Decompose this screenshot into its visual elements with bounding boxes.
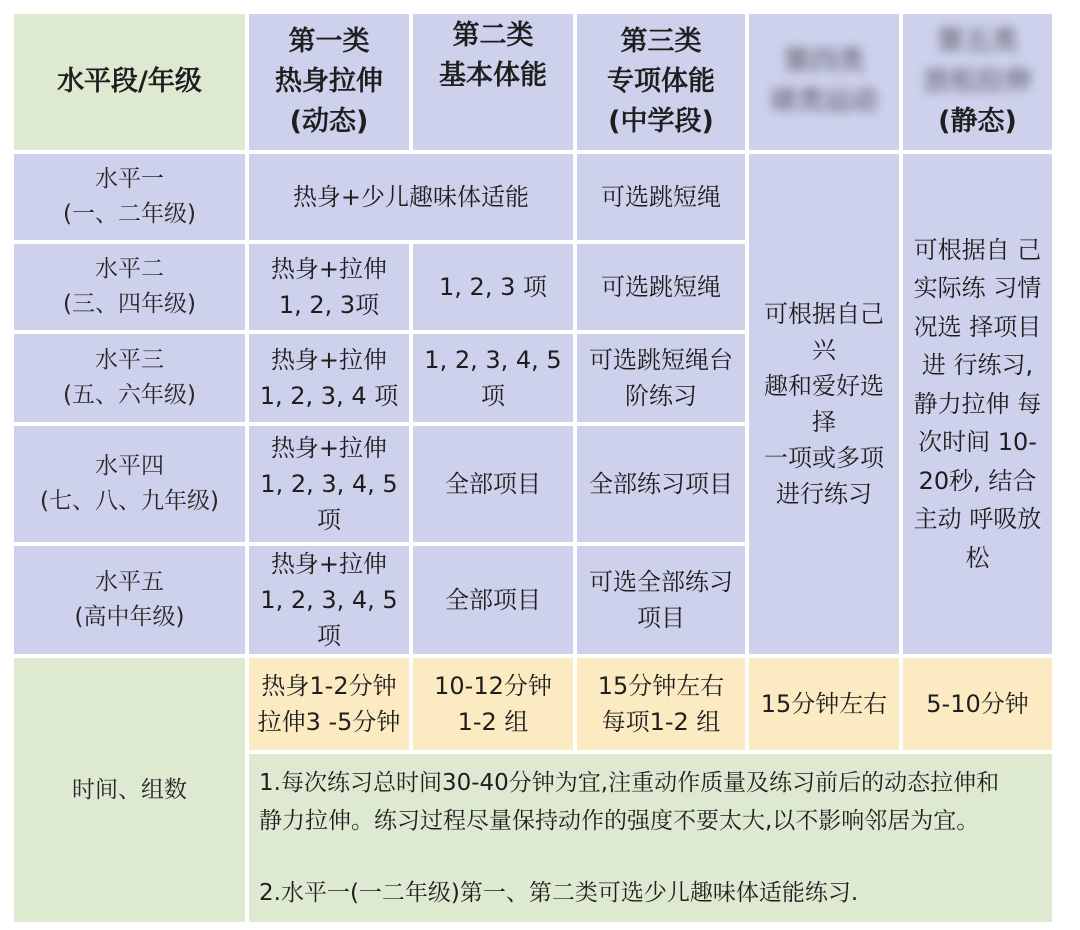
row-level-5 xyxy=(14,546,245,654)
cell-line: 热身+拉伸 xyxy=(270,434,388,462)
notes-cell xyxy=(249,754,1052,922)
header-category-1 xyxy=(249,14,409,150)
cell-line: 可选全部练习 xyxy=(589,568,733,596)
row-4-category-3: 全部练习项目 xyxy=(577,426,745,542)
cell-line: 热身1-2分钟 xyxy=(261,672,397,700)
level-name: 水平四 xyxy=(95,453,164,479)
level-name: 水平三 xyxy=(95,347,164,373)
cell-line: 10-12分钟 xyxy=(434,672,552,700)
cell-line: 1, 2, 3项 xyxy=(278,291,380,319)
row-3-category-1 xyxy=(249,334,409,422)
header-category-2-name: 基本体能 xyxy=(439,60,547,91)
header-category-5-note: (静态) xyxy=(938,106,1017,137)
level-grade: (七、八、九年级) xyxy=(40,488,219,514)
row-2-category-1 xyxy=(249,244,409,330)
body-line: 20秒, 结合 xyxy=(918,466,1037,495)
body-line: 一项或多项 xyxy=(764,444,884,472)
header-category-5 xyxy=(903,14,1052,150)
header-category-4 xyxy=(749,14,899,150)
body-line: 静力拉伸 每 xyxy=(913,389,1042,418)
cell-line: 1, 2, 3, 4, 5项 xyxy=(260,470,398,534)
table-row xyxy=(14,154,1052,240)
time-category-1 xyxy=(249,658,409,750)
cell-line: 项目 xyxy=(637,604,685,632)
level-grade: (高中年级) xyxy=(74,604,185,630)
time-category-2 xyxy=(413,658,573,750)
body-line: 可根据自己兴 xyxy=(764,300,884,364)
cell-line: 1, 2, 3, 4, 5 xyxy=(424,346,562,374)
cell-line: 阶练习 xyxy=(625,382,697,410)
level-grade: (一、二年级) xyxy=(63,201,196,227)
cell-line: 可选跳短绳台 xyxy=(589,346,733,374)
header-category-1-name: 热身拉伸 xyxy=(275,66,383,97)
body-line: 实际练 习情 xyxy=(913,274,1042,303)
level-grade: (三、四年级) xyxy=(63,291,196,317)
time-category-5: 5-10分钟 xyxy=(903,658,1052,750)
header-category-1-title: 第一类 xyxy=(288,26,370,57)
cell-line: 拉伸3 -5分钟 xyxy=(257,708,401,736)
header-category-5-name: 放松拉伸 xyxy=(923,66,1032,97)
header-category-5-obscured xyxy=(924,22,1032,102)
body-line: 松 xyxy=(965,543,990,572)
category-4-body xyxy=(749,154,899,654)
level-name: 水平二 xyxy=(95,256,164,282)
row-1-merged-cell: 热身+少儿趣味体适能 xyxy=(249,154,573,240)
time-sets-label: 时间、组数 xyxy=(14,658,245,922)
header-category-3 xyxy=(577,14,745,150)
level-name: 水平五 xyxy=(95,569,164,595)
header-category-5-title: 第五类 xyxy=(937,26,1018,57)
header-category-3-name: 专项体能 xyxy=(607,66,715,97)
body-line: 进 行练习, xyxy=(921,351,1034,380)
header-row xyxy=(14,14,1052,150)
header-level-grade: 水平段/年级 xyxy=(14,14,245,150)
header-category-1-note: (动态) xyxy=(289,106,369,137)
cell-line: 热身+拉伸 xyxy=(270,255,388,283)
level-name: 水平一 xyxy=(95,166,164,192)
level-grade: (五、六年级) xyxy=(63,382,196,408)
body-line: 主动 呼吸放 xyxy=(913,505,1042,534)
row-level-4 xyxy=(14,426,245,542)
row-2-category-2: 1, 2, 3 项 xyxy=(413,244,573,330)
header-category-3-note: (中学段) xyxy=(608,106,714,137)
category-5-body xyxy=(903,154,1052,654)
row-5-category-3 xyxy=(577,546,745,654)
exercise-plan-table xyxy=(10,10,1056,926)
row-5-category-1 xyxy=(249,546,409,654)
row-4-category-2: 全部项目 xyxy=(413,426,573,542)
header-category-2-title: 第二类 xyxy=(452,20,534,51)
row-3-category-2 xyxy=(413,334,573,422)
note-1-line-1: 1.每次练习总时间30-40分钟为宜,注重动作质量及练习前后的动态拉伸和 xyxy=(259,770,1000,796)
header-category-3-title: 第三类 xyxy=(620,26,702,57)
row-1-category-3: 可选跳短绳 xyxy=(577,154,745,240)
header-category-4-name: 球类运动 xyxy=(770,86,878,117)
time-category-4: 15分钟左右 xyxy=(749,658,899,750)
header-category-4-obscured xyxy=(770,42,878,122)
cell-line: 1, 2, 3, 4, 5项 xyxy=(260,586,398,650)
time-row xyxy=(14,658,1052,750)
header-category-4-title: 第四类 xyxy=(783,46,865,77)
row-5-category-2: 全部项目 xyxy=(413,546,573,654)
body-line: 进行练习 xyxy=(776,480,872,508)
time-category-3 xyxy=(577,658,745,750)
cell-line: 1-2 组 xyxy=(457,708,529,736)
cell-line: 1, 2, 3, 4 项 xyxy=(259,382,399,410)
body-line: 况选 择项目 xyxy=(913,312,1042,341)
cell-line: 热身+拉伸 xyxy=(270,550,388,578)
row-2-category-3: 可选跳短绳 xyxy=(577,244,745,330)
row-4-category-1 xyxy=(249,426,409,542)
cell-line: 项 xyxy=(481,382,505,410)
body-line: 次时间 10- xyxy=(918,428,1037,457)
header-category-2 xyxy=(413,14,573,150)
cell-line: 15分钟左右 xyxy=(597,672,725,700)
body-line: 可根据自 己 xyxy=(913,235,1042,264)
note-1-line-2: 静力拉伸。练习过程尽量保持动作的强度不要太大,以不影响邻居为宜。 xyxy=(259,808,980,834)
row-level-2 xyxy=(14,244,245,330)
row-level-1 xyxy=(14,154,245,240)
row-level-3 xyxy=(14,334,245,422)
row-3-category-3 xyxy=(577,334,745,422)
cell-line: 热身+拉伸 xyxy=(270,346,388,374)
body-line: 趣和爱好选择 xyxy=(764,372,884,436)
cell-line: 每项1-2 组 xyxy=(601,708,721,736)
note-2: 2.水平一(一二年级)第一、第二类可选少儿趣味体适能练习. xyxy=(259,880,859,906)
